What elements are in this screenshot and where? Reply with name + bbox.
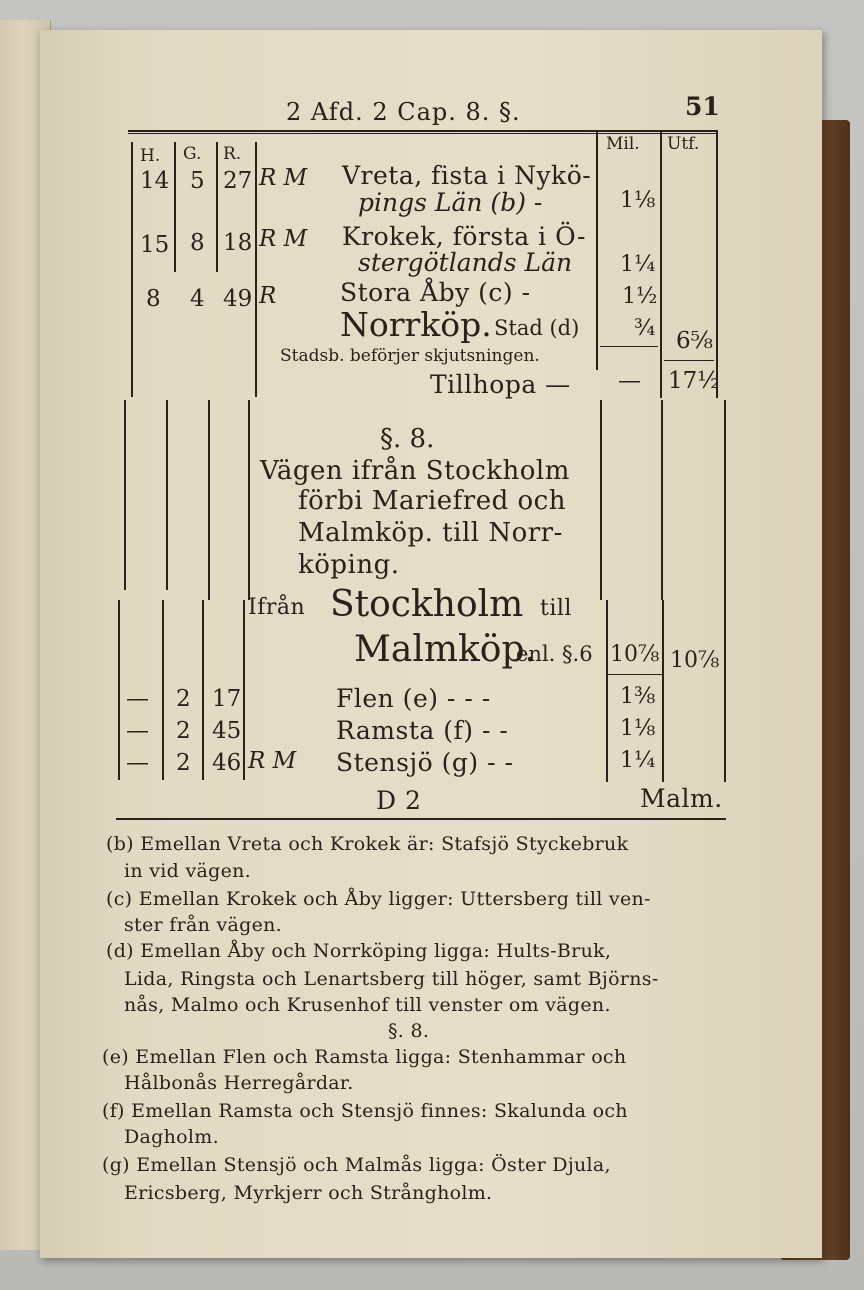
table-cell: — bbox=[126, 750, 149, 776]
footnote-line: Dagholm. bbox=[124, 1126, 219, 1148]
col-line bbox=[724, 400, 726, 600]
col-line bbox=[724, 600, 726, 782]
col-line-g bbox=[174, 142, 176, 272]
section-line: förbi Mariefred och bbox=[298, 486, 566, 516]
header-mil: Mil. bbox=[606, 134, 640, 154]
mil-value: 1⅜ bbox=[620, 684, 656, 709]
total-mil: — bbox=[618, 368, 641, 394]
place-name: stergötlands Län bbox=[358, 248, 573, 277]
footnote-line: Ericsberg, Myrkjerr och Strångholm. bbox=[124, 1182, 493, 1204]
section-line: Vägen ifrån Stockholm bbox=[260, 456, 570, 486]
header-g: G. bbox=[183, 144, 202, 164]
table-cell: 18 bbox=[223, 230, 253, 256]
place-name: Krokek, första i Ö- bbox=[342, 222, 586, 251]
section-line: Malmköp. till Norr- bbox=[298, 518, 563, 548]
table-cell: 4 bbox=[190, 286, 205, 312]
route-utf: 10⅞ bbox=[670, 648, 720, 673]
col-line-h bbox=[131, 142, 133, 397]
table-cell: 2 bbox=[176, 750, 191, 776]
mil-value: ¾ bbox=[634, 316, 656, 341]
post-mark: R M bbox=[259, 226, 308, 252]
post-mark: R M bbox=[248, 748, 297, 774]
col-line-utf bbox=[660, 130, 662, 398]
running-head: 2 Afd. 2 Cap. 8. §. bbox=[286, 98, 521, 126]
col-line bbox=[248, 400, 250, 600]
route-till: till bbox=[540, 596, 572, 621]
place-name: Stensjö (g) - - bbox=[336, 748, 514, 777]
header-utf: Utf. bbox=[667, 134, 700, 154]
route-to: Malmköp. bbox=[354, 629, 536, 670]
norrkop-note: Stadsb. beförjer skjutsningen. bbox=[280, 346, 540, 366]
post-mark: R bbox=[259, 283, 277, 309]
col-line bbox=[124, 400, 126, 590]
footnote-line: (g) Emellan Stensjö och Malmås ligga: Öster Djula, bbox=[102, 1154, 611, 1176]
mil-value: 1⅛ bbox=[620, 188, 656, 213]
norrkop-name: Norrköp. bbox=[340, 305, 492, 344]
col-line-mil bbox=[596, 130, 598, 370]
place-name: Vreta, fista i Nykö- bbox=[342, 161, 592, 190]
col-line bbox=[606, 600, 608, 782]
table-cell: 2 bbox=[176, 718, 191, 744]
utf-rule bbox=[664, 360, 714, 361]
col-line-mark bbox=[255, 142, 257, 397]
place-name: Flen (e) - - - bbox=[336, 684, 491, 713]
footnote-rule bbox=[116, 818, 726, 820]
footnote-line: (d) Emellan Åby och Norrköping ligga: Hults-Bruk, bbox=[106, 940, 612, 962]
col-line-r bbox=[216, 142, 218, 272]
post-mark: R M bbox=[259, 165, 308, 191]
table-cell: 14 bbox=[140, 168, 170, 194]
mil-value: 1¼ bbox=[620, 748, 656, 773]
footnote-line: Hålbonås Herregårdar. bbox=[124, 1072, 354, 1094]
place-name: Ramsta (f) - - bbox=[336, 716, 509, 745]
footnote-line: nås, Malmo och Krusenhof till venster om vägen. bbox=[124, 994, 611, 1016]
route-mil: 10⅞ bbox=[610, 642, 660, 667]
header-r: R. bbox=[223, 144, 242, 164]
table-cell: 5 bbox=[190, 168, 205, 194]
table-cell: 8 bbox=[146, 286, 161, 312]
footnote-line: Lida, Ringsta och Lenartsberg till höger, samt Björns- bbox=[124, 968, 659, 990]
utf-value: 6⅝ bbox=[676, 328, 713, 354]
book-page bbox=[40, 30, 822, 1258]
place-name: Stora Åby (c) - bbox=[340, 278, 531, 307]
subtotal-rule bbox=[600, 346, 658, 347]
section-line: köping. bbox=[298, 550, 400, 580]
signature-mark: D 2 bbox=[376, 786, 422, 815]
table-cell: 46 bbox=[212, 750, 242, 776]
footnote-section: §. 8. bbox=[388, 1020, 430, 1042]
table-cell: 27 bbox=[223, 168, 253, 194]
route-rule bbox=[606, 674, 662, 675]
footnote-line: (b) Emellan Vreta och Krokek är: Stafsjö Styckebruk bbox=[106, 833, 629, 855]
col-line bbox=[662, 600, 664, 782]
table-cell: 45 bbox=[212, 718, 242, 744]
table-cell: 15 bbox=[140, 232, 170, 258]
col-line bbox=[202, 600, 204, 780]
col-line bbox=[166, 400, 168, 590]
catchword: Malm. bbox=[640, 784, 723, 813]
footnote-line: ster från vägen. bbox=[124, 914, 283, 936]
col-line bbox=[118, 600, 120, 780]
mil-value: 1⅛ bbox=[620, 716, 656, 741]
col-line bbox=[243, 600, 245, 780]
header-h: H. bbox=[140, 146, 161, 166]
footnote-line: (e) Emellan Flen och Ramsta ligga: Stenhammar och bbox=[102, 1046, 627, 1068]
col-line bbox=[162, 600, 164, 780]
col-line-right bbox=[716, 130, 718, 398]
col-line bbox=[600, 400, 602, 600]
table-cell: — bbox=[126, 686, 149, 712]
place-name: pings Län (b) - bbox=[358, 188, 543, 217]
table-cell: — bbox=[126, 718, 149, 744]
top-rule bbox=[128, 130, 718, 132]
route-from: Stockholm bbox=[330, 584, 524, 625]
table-cell: 49 bbox=[223, 286, 253, 312]
route-ifran: Ifrån bbox=[248, 595, 306, 620]
footnote-line: (c) Emellan Krokek och Åby ligger: Uttersberg till ven- bbox=[106, 888, 651, 910]
mil-value: 1½ bbox=[622, 284, 658, 309]
section-title: §. 8. bbox=[380, 424, 435, 454]
page-number: 51 bbox=[685, 92, 720, 121]
norrkop-suffix: Stad (d) bbox=[494, 316, 580, 340]
col-line bbox=[208, 400, 210, 600]
col-line bbox=[661, 400, 663, 600]
table-cell: 17 bbox=[212, 686, 242, 712]
total-label: Tillhopa — bbox=[430, 370, 571, 399]
route-ref: enl. §.6 bbox=[516, 642, 593, 666]
footnote-line: (f) Emellan Ramsta och Stensjö finnes: Skalunda och bbox=[102, 1100, 628, 1122]
mil-value: 1¼ bbox=[620, 252, 656, 277]
footnote-line: in vid vägen. bbox=[124, 860, 252, 882]
total-utf: 17½ bbox=[668, 368, 720, 394]
table-cell: 8 bbox=[190, 230, 205, 256]
table-cell: 2 bbox=[176, 686, 191, 712]
